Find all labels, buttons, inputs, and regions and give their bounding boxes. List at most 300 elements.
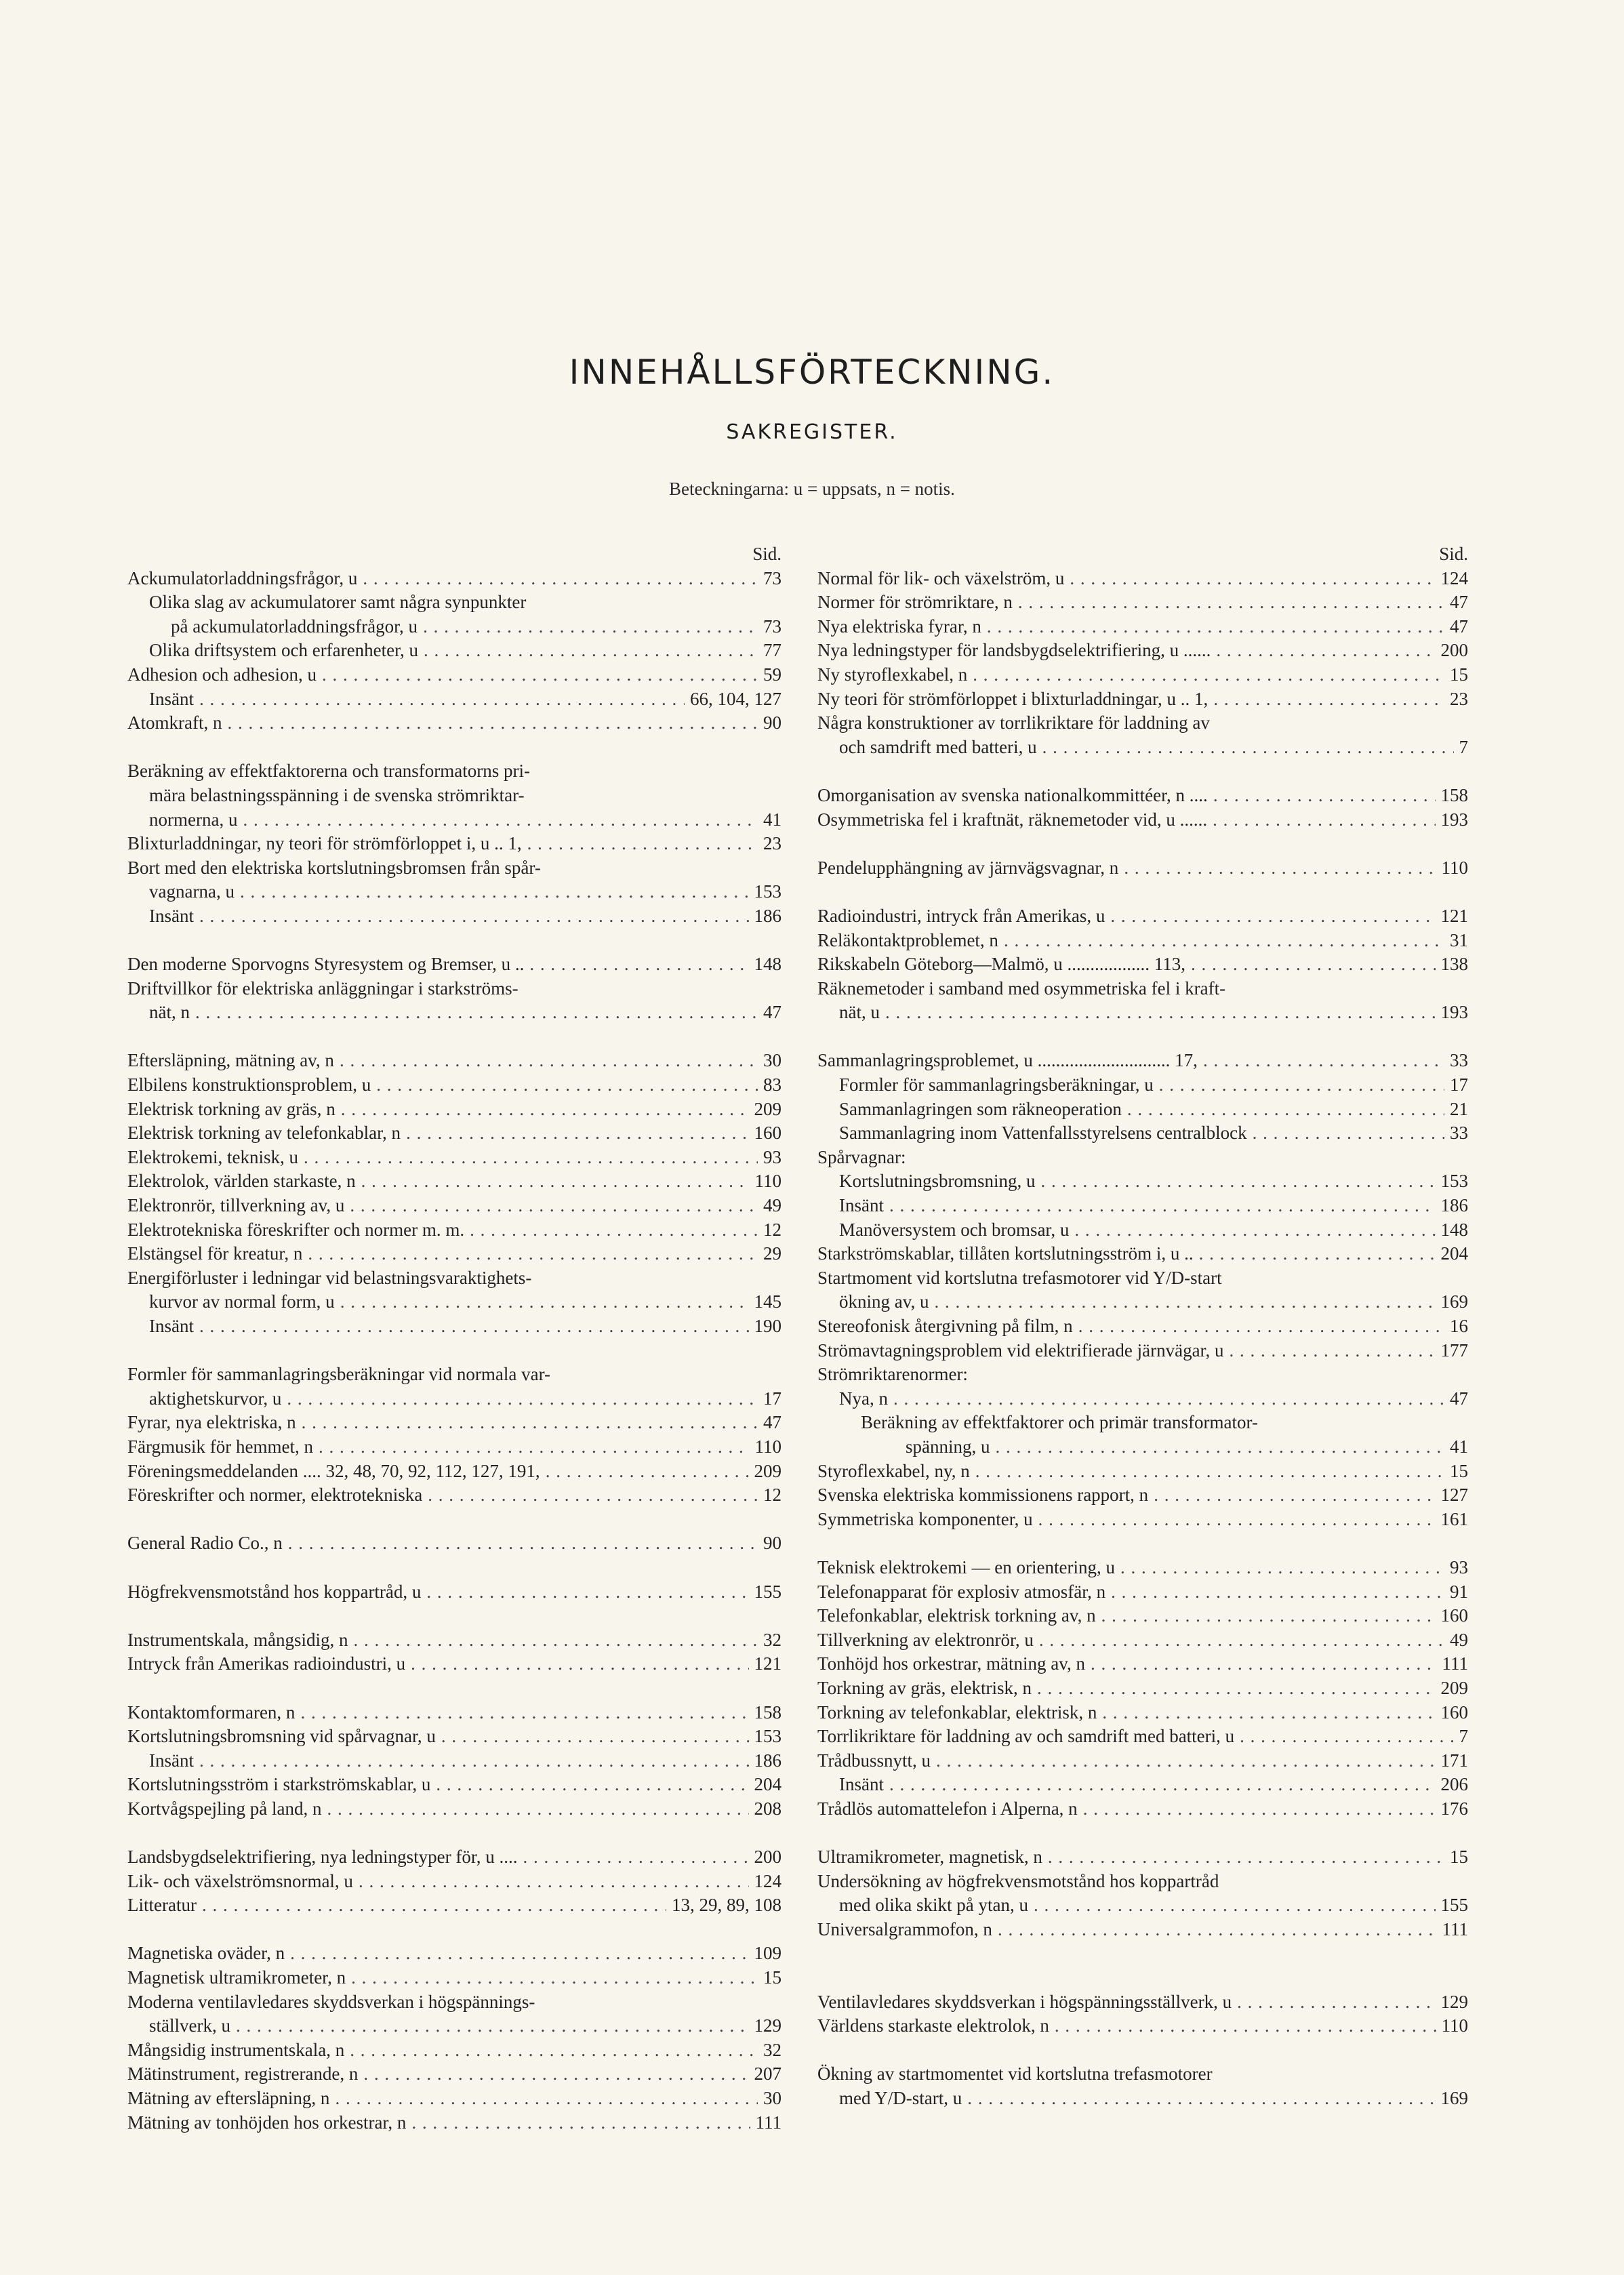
leader-dots bbox=[227, 711, 758, 736]
entry-text: Ny teori för strömförloppet i blixturladdningar, u .. 1, bbox=[817, 688, 1209, 709]
page-number: 155 bbox=[1440, 1895, 1468, 1916]
index-entry bbox=[127, 1194, 781, 1218]
page-number: 110 bbox=[754, 1436, 781, 1457]
leader-dots bbox=[195, 1001, 758, 1025]
index-entry bbox=[127, 1073, 781, 1098]
index-entry bbox=[817, 1001, 1468, 1025]
leader-dots bbox=[1240, 1725, 1453, 1749]
entry-text: Insänt bbox=[149, 1750, 194, 1771]
leader-dots bbox=[1203, 1049, 1444, 1073]
section-gap bbox=[817, 1025, 1468, 1049]
entry-text: Osymmetriska fel i kraftnät, räknemetoder vid, u ...... bbox=[817, 809, 1208, 830]
entry-text: Mätning av eftersläpning, n bbox=[127, 2088, 330, 2108]
entry-text: kurvor av normal form, u bbox=[149, 1291, 335, 1312]
entry-text: med olika skikt på ytan, u bbox=[839, 1895, 1028, 1916]
entry-text: Kortslutningsström i starkströmskablar, u bbox=[127, 1774, 431, 1795]
page-number: 161 bbox=[1440, 1508, 1468, 1529]
page-number: 41 bbox=[1450, 1436, 1468, 1457]
entry-text: Omorganisation av svenska nationalkommittéer, n .... bbox=[817, 784, 1208, 805]
leader-dots bbox=[1213, 784, 1436, 808]
index-entry bbox=[127, 2038, 781, 2063]
index-entry-line: Räknemetoder i samband med osymmetriska fel i kraft- bbox=[817, 978, 1226, 999]
entry-text: Nya ledningstyper för landsbygdselektrifiering, u ...... bbox=[817, 640, 1211, 661]
leader-dots bbox=[987, 615, 1444, 639]
leader-dots bbox=[376, 1073, 758, 1098]
entry-text: Ackumulatorladdningsfrågor, u bbox=[127, 567, 358, 588]
leader-dots bbox=[546, 1459, 749, 1484]
entry-text: Ventilavledares skyddsverkan i högspänningsställverk, u bbox=[817, 1991, 1232, 2012]
index-entry bbox=[127, 1797, 781, 1821]
index-entry bbox=[127, 1121, 781, 1146]
index-entry bbox=[817, 1121, 1468, 1146]
page-number: 23 bbox=[763, 833, 781, 854]
index-entry-line: Moderna ventilavledares skyddsverkan i högspännings- bbox=[127, 1991, 535, 2012]
section-gap bbox=[127, 1918, 781, 1942]
index-entry bbox=[817, 1218, 1468, 1243]
page-number: 110 bbox=[1441, 857, 1468, 878]
section-gap bbox=[127, 1821, 781, 1845]
page-number: 171 bbox=[1440, 1750, 1468, 1771]
entry-text: Högfrekvensmotstånd hos koppartråd, u bbox=[127, 1581, 422, 1602]
entry-text: Elektrisk torkning av gräs, n bbox=[127, 1098, 336, 1119]
leader-dots bbox=[1253, 1121, 1444, 1146]
leader-dots bbox=[1159, 1073, 1444, 1098]
page-number: 177 bbox=[1440, 1340, 1468, 1361]
page-number: 91 bbox=[1450, 1581, 1468, 1602]
index-entry bbox=[127, 1169, 781, 1194]
entry-text: Sammanlagringsproblemet, u ............................. 17, bbox=[817, 1050, 1198, 1071]
leader-dots bbox=[1055, 2014, 1436, 2038]
entry-text: Manöversystem och bromsar, u bbox=[839, 1219, 1070, 1240]
index-entry bbox=[817, 687, 1468, 712]
page-number: 15 bbox=[1450, 664, 1468, 685]
page-number: 176 bbox=[1440, 1798, 1468, 1819]
section-gap bbox=[817, 759, 1468, 784]
leader-dots bbox=[411, 2111, 750, 2135]
leader-dots bbox=[1037, 1676, 1435, 1701]
index-entry bbox=[127, 880, 781, 904]
page-number: 90 bbox=[763, 1533, 781, 1554]
index-entry bbox=[817, 904, 1468, 929]
index-entry bbox=[127, 1098, 781, 1122]
index-entry bbox=[817, 1483, 1468, 1508]
page-number: 186 bbox=[754, 1750, 781, 1771]
leader-dots bbox=[319, 1435, 750, 1459]
index-entry bbox=[817, 1194, 1468, 1218]
page-number: 190 bbox=[754, 1316, 781, 1336]
leader-dots bbox=[529, 952, 748, 977]
page-number: 148 bbox=[754, 954, 781, 975]
index-entry bbox=[817, 1387, 1468, 1411]
index-entry bbox=[127, 1966, 781, 1990]
page-number: 21 bbox=[1450, 1098, 1468, 1119]
page-number: 124 bbox=[754, 1870, 781, 1891]
page-number: 111 bbox=[1442, 1918, 1468, 1939]
leader-dots bbox=[1213, 687, 1444, 712]
page-number: 32 bbox=[763, 1629, 781, 1650]
entry-text: Insänt bbox=[149, 905, 194, 926]
page-number: 209 bbox=[754, 1460, 781, 1481]
entry-text: ökning av, u bbox=[839, 1291, 929, 1312]
entry-text: Elektronrör, tillverkning av, u bbox=[127, 1195, 345, 1216]
leader-dots bbox=[1091, 1652, 1437, 1676]
entry-text: Den moderne Sporvogns Styresystem og Bremser, u .. bbox=[127, 954, 525, 975]
index-entry bbox=[127, 2087, 781, 2111]
index-entry bbox=[817, 1073, 1468, 1098]
leader-dots bbox=[1213, 808, 1435, 832]
leader-dots bbox=[363, 567, 758, 591]
index-entry bbox=[817, 1773, 1468, 1797]
page-number: 111 bbox=[755, 2112, 781, 2133]
entry-text: Magnetiska oväder, n bbox=[127, 1943, 285, 1964]
entry-text: Fyrar, nya elektriska, n bbox=[127, 1412, 296, 1433]
entry-text: normerna, u bbox=[149, 809, 238, 830]
leader-dots bbox=[340, 1049, 758, 1073]
index-entry bbox=[817, 1098, 1468, 1122]
page-number: 47 bbox=[763, 1002, 781, 1023]
entry-text: Styroflexkabel, ny, n bbox=[817, 1460, 970, 1481]
entry-text: spänning, u bbox=[906, 1436, 990, 1457]
index-entry-line: Driftvillkor för elektriska anläggningar i starkströms- bbox=[127, 978, 519, 999]
leader-dots bbox=[436, 1773, 748, 1797]
page-number: 186 bbox=[754, 905, 781, 926]
index-entry bbox=[127, 1725, 781, 1749]
index-entry bbox=[127, 1411, 781, 1435]
page-number: 41 bbox=[763, 809, 781, 830]
page-number: 77 bbox=[763, 640, 781, 661]
entry-text: nät, u bbox=[839, 1002, 880, 1023]
page-number: 29 bbox=[763, 1243, 781, 1264]
index-entry bbox=[817, 1628, 1468, 1653]
leader-dots bbox=[424, 639, 758, 663]
index-entry-line: Strömriktarenormer: bbox=[817, 1364, 968, 1385]
entry-text: Elstängsel för kreatur, n bbox=[127, 1243, 303, 1264]
entry-text: Torrlikriktare för laddning av och samdrift med batteri, u bbox=[817, 1726, 1235, 1747]
entry-text: Torkning av gräs, elektrisk, n bbox=[817, 1677, 1032, 1698]
page-number: 160 bbox=[754, 1123, 781, 1144]
leader-dots bbox=[335, 2087, 758, 2111]
section-gap bbox=[817, 880, 1468, 904]
index-entry bbox=[127, 1941, 781, 1966]
index-entry bbox=[127, 1218, 781, 1243]
entry-text: Atomkraft, n bbox=[127, 712, 222, 733]
entry-text: och samdrift med batteri, u bbox=[839, 736, 1037, 757]
leader-dots bbox=[1074, 1218, 1435, 1243]
index-entry bbox=[127, 1531, 781, 1556]
page-number: 155 bbox=[754, 1581, 781, 1602]
page-number: 158 bbox=[754, 1702, 781, 1723]
entry-text: aktighetskurvor, u bbox=[149, 1388, 282, 1409]
index-entry bbox=[817, 1845, 1468, 1870]
index-entry bbox=[817, 1556, 1468, 1580]
entry-text: Elektrotekniska föreskrifter och normer m. m. bbox=[127, 1219, 465, 1240]
page-subtitle: SAKREGISTER. bbox=[726, 420, 898, 444]
page-number: 47 bbox=[1450, 1388, 1468, 1409]
leader-dots bbox=[1120, 1556, 1444, 1580]
leader-dots bbox=[423, 615, 758, 639]
leader-dots bbox=[1038, 1508, 1436, 1532]
index-entry-line: Beräkning av effektfaktorer och primär transformator- bbox=[861, 1412, 1258, 1433]
index-entry bbox=[127, 567, 781, 591]
section-gap bbox=[127, 1508, 781, 1532]
entry-text: på ackumulatorladdningsfrågor, u bbox=[171, 616, 418, 637]
page-number: 129 bbox=[754, 2015, 781, 2036]
page-number: 93 bbox=[1450, 1556, 1468, 1577]
page-number: 148 bbox=[1440, 1219, 1468, 1240]
page-number: 15 bbox=[763, 1967, 781, 1988]
entry-text: Kortslutningsbromsning vid spårvagnar, u bbox=[127, 1726, 436, 1747]
page-number: 204 bbox=[1440, 1243, 1468, 1264]
page-number: 111 bbox=[1442, 1653, 1468, 1674]
page-number: 32 bbox=[763, 2039, 781, 2060]
entry-text: Sammanlagring inom Vattenfallsstyrelsens centralblock bbox=[839, 1123, 1247, 1144]
entry-text: Instrumentskala, mångsidig, n bbox=[127, 1629, 348, 1650]
entry-text: Litteratur bbox=[127, 1895, 197, 1916]
leader-dots bbox=[202, 1893, 666, 1918]
leader-dots bbox=[1034, 1893, 1436, 1918]
index-entry bbox=[817, 1676, 1468, 1701]
page-number: 31 bbox=[1450, 929, 1468, 950]
index-entry-line: Startmoment vid kortslutna trefasmotorer vid Y/D-start bbox=[817, 1267, 1222, 1288]
entry-text: Intryck från Amerikas radioindustri, u bbox=[127, 1653, 406, 1674]
entry-text: Universalgrammofon, n bbox=[817, 1918, 992, 1939]
page-number: 33 bbox=[1450, 1123, 1468, 1144]
index-entry bbox=[127, 1459, 781, 1484]
entry-text: General Radio Co., n bbox=[127, 1533, 283, 1554]
page-number: 59 bbox=[763, 664, 781, 685]
page-number: 129 bbox=[1440, 1991, 1468, 2012]
index-entry bbox=[817, 1749, 1468, 1773]
index-entry bbox=[817, 590, 1468, 615]
page-title: INNEHÅLLSFÖRTECKNING. bbox=[569, 353, 1055, 392]
leader-dots bbox=[527, 832, 758, 856]
page-number: 47 bbox=[1450, 616, 1468, 637]
index-entry bbox=[127, 1870, 781, 1894]
entry-text: Olika driftsystem och erfarenheter, u bbox=[149, 640, 419, 661]
index-entry bbox=[817, 1169, 1468, 1194]
entry-text: Landsbygdselektrifiering, nya ledningstyper för, u .... bbox=[127, 1847, 518, 1868]
entry-text: Elektrolok, världen starkaste, n bbox=[127, 1171, 356, 1192]
index-entry bbox=[817, 929, 1468, 953]
page-number: 145 bbox=[754, 1291, 781, 1312]
page-number: 30 bbox=[763, 2088, 781, 2108]
section-gap bbox=[127, 1025, 781, 1049]
section-gap bbox=[817, 1531, 1468, 1556]
page-number: 186 bbox=[1440, 1195, 1468, 1216]
leader-dots bbox=[523, 1845, 749, 1870]
leader-dots bbox=[199, 1314, 749, 1339]
index-entry bbox=[817, 1459, 1468, 1484]
leader-dots bbox=[350, 1194, 758, 1218]
entry-text: Elbilens konstruktionsproblem, u bbox=[127, 1074, 371, 1095]
page-number: 17 bbox=[1450, 1074, 1468, 1095]
entry-text: Trådlös automattelefon i Alperna, n bbox=[817, 1798, 1078, 1819]
abbreviation-legend: Beteckningarna: u = uppsats, n = notis. bbox=[669, 479, 955, 499]
sid-heading: Sid. bbox=[1439, 544, 1468, 564]
leader-dots bbox=[351, 1966, 758, 1990]
leader-dots bbox=[1102, 1701, 1435, 1725]
page-number: 109 bbox=[754, 1943, 781, 1964]
entry-text: Blixturladdningar, ny teori för strömförloppet i, u .. 1, bbox=[127, 833, 522, 854]
page-number: 15 bbox=[1450, 1460, 1468, 1481]
leader-dots bbox=[1216, 639, 1435, 663]
page-number: 83 bbox=[763, 1074, 781, 1095]
index-entry bbox=[817, 1990, 1468, 2015]
page-number: 7 bbox=[1459, 1726, 1468, 1747]
index-entry-line: Olika slag av ackumulatorer samt några synpunkter bbox=[149, 592, 527, 613]
section-gap bbox=[127, 929, 781, 953]
leader-dots bbox=[341, 1098, 749, 1122]
index-entry bbox=[127, 1049, 781, 1073]
page-number: 200 bbox=[1440, 640, 1468, 661]
leader-dots bbox=[1199, 1242, 1436, 1266]
page-number: 90 bbox=[763, 712, 781, 733]
index-entry bbox=[127, 952, 781, 977]
entry-text: Trådbussnytt, u bbox=[817, 1750, 931, 1771]
entry-text: Normal för lik- och växelström, u bbox=[817, 567, 1065, 588]
leader-dots bbox=[199, 1749, 749, 1773]
leader-dots bbox=[967, 2087, 1435, 2111]
leader-dots bbox=[1111, 1580, 1444, 1605]
index-entry bbox=[817, 1242, 1468, 1266]
index-entry bbox=[817, 952, 1468, 977]
page-number: 47 bbox=[763, 1412, 781, 1433]
entry-text: Ny styroflexkabel, n bbox=[817, 664, 968, 685]
index-entry-line: Beräkning av effektfaktorerna och transformatorns pri- bbox=[127, 761, 531, 782]
entry-text: Kortslutningsbromsning, u bbox=[839, 1171, 1036, 1192]
index-entry bbox=[127, 711, 781, 736]
index-entry bbox=[817, 808, 1468, 832]
page-number: 121 bbox=[1440, 905, 1468, 926]
index-entry bbox=[817, 1797, 1468, 1821]
index-entry bbox=[817, 2014, 1468, 2038]
page-number: 193 bbox=[1440, 809, 1468, 830]
page-number: 17 bbox=[763, 1388, 781, 1409]
page-number: 153 bbox=[754, 881, 781, 902]
leader-dots bbox=[302, 1411, 758, 1435]
index-entry bbox=[127, 2111, 781, 2135]
leader-dots bbox=[441, 1725, 749, 1749]
section-gap bbox=[127, 1339, 781, 1363]
entry-text: Världens starkaste elektrolok, n bbox=[817, 2015, 1049, 2036]
index-entry bbox=[127, 1483, 781, 1508]
index-entry bbox=[127, 1893, 781, 1918]
index-entry bbox=[817, 1435, 1468, 1459]
page-number: 49 bbox=[763, 1195, 781, 1216]
leader-dots bbox=[327, 1797, 748, 1821]
index-entry bbox=[127, 1146, 781, 1170]
sid-heading: Sid. bbox=[752, 544, 781, 564]
leader-dots bbox=[288, 1531, 758, 1556]
leader-dots bbox=[243, 808, 758, 832]
page-number: 160 bbox=[1440, 1605, 1468, 1626]
index-entry bbox=[817, 1049, 1468, 1073]
page-number: 200 bbox=[754, 1847, 781, 1868]
page-number: 127 bbox=[1440, 1485, 1468, 1506]
index-entry-line: Bort med den elektriska kortslutningsbromsen från spår- bbox=[127, 857, 541, 878]
entry-text: Normer för strömriktare, n bbox=[817, 592, 1013, 613]
section-gap bbox=[817, 1966, 1468, 1990]
page-number: 204 bbox=[754, 1774, 781, 1795]
leader-dots bbox=[936, 1749, 1435, 1773]
leader-dots bbox=[893, 1387, 1444, 1411]
leader-dots bbox=[1004, 929, 1444, 953]
index-entry-line: Energiförluster i ledningar vid belastningsvaraktighets- bbox=[127, 1267, 532, 1288]
entry-text: Insänt bbox=[839, 1774, 884, 1795]
page-number: 153 bbox=[1440, 1171, 1468, 1192]
section-gap bbox=[127, 1676, 781, 1701]
index-entry bbox=[817, 1314, 1468, 1339]
index-entry bbox=[127, 1314, 781, 1339]
index-entry bbox=[127, 1242, 781, 1266]
index-entry bbox=[817, 856, 1468, 881]
entry-text: Telefonkablar, elektrisk torkning av, n bbox=[817, 1605, 1096, 1626]
entry-text: Föreskrifter och normer, elektrotekniska bbox=[127, 1485, 423, 1506]
page-number: 93 bbox=[763, 1146, 781, 1167]
index-entry bbox=[127, 2062, 781, 2087]
section-gap bbox=[817, 1941, 1468, 1966]
page-number: 138 bbox=[1440, 954, 1468, 975]
entry-text: vagnarna, u bbox=[149, 881, 235, 902]
entry-text: Mångsidig instrumentskala, n bbox=[127, 2039, 345, 2060]
page-number: 73 bbox=[763, 616, 781, 637]
leader-dots bbox=[1041, 1169, 1436, 1194]
section-gap bbox=[817, 832, 1468, 856]
index-entry-line: Formler för sammanlagringsberäkningar vid normala var- bbox=[127, 1364, 551, 1385]
index-entry-line: Undersökning av högfrekvensmotstånd hos koppartråd bbox=[817, 1870, 1219, 1891]
leader-dots bbox=[1237, 1990, 1435, 2015]
page-number: 160 bbox=[1440, 1702, 1468, 1723]
leader-dots bbox=[1070, 567, 1435, 591]
index-entry bbox=[127, 615, 781, 639]
leader-dots bbox=[1101, 1604, 1436, 1628]
leader-dots bbox=[363, 2062, 748, 2087]
entry-text: Föreningsmeddelanden .... 32, 48, 70, 92, 112, 127, 191, bbox=[127, 1460, 540, 1481]
leader-dots bbox=[1229, 1339, 1435, 1363]
index-entry bbox=[127, 1580, 781, 1605]
index-entry-line: mära belastningsspänning i de svenska strömriktar- bbox=[149, 784, 525, 805]
leader-dots bbox=[934, 1290, 1435, 1314]
index-entry bbox=[127, 832, 781, 856]
index-entry bbox=[817, 1339, 1468, 1363]
page-number: 169 bbox=[1440, 1291, 1468, 1312]
page-number: 12 bbox=[763, 1219, 781, 1240]
index-entry bbox=[817, 1701, 1468, 1725]
page-number: 66, 104, 127 bbox=[690, 688, 781, 709]
leader-dots bbox=[428, 1483, 758, 1508]
leader-dots bbox=[308, 1242, 758, 1266]
index-entry bbox=[127, 1749, 781, 1773]
page-number: 193 bbox=[1440, 1002, 1468, 1023]
index-entry bbox=[817, 1580, 1468, 1605]
page-number: 73 bbox=[763, 567, 781, 588]
leader-dots bbox=[287, 1387, 758, 1411]
entry-text: Lik- och växelströmsnormal, u bbox=[127, 1870, 353, 1891]
index-entry bbox=[817, 784, 1468, 808]
entry-text: Elektrisk torkning av telefonkablar, n bbox=[127, 1123, 401, 1144]
page-number: 33 bbox=[1450, 1050, 1468, 1071]
index-entry bbox=[127, 1701, 781, 1725]
leader-dots bbox=[1110, 904, 1435, 929]
index-entry-line: Ökning av startmomentet vid kortslutna trefasmotorer bbox=[817, 2063, 1213, 2085]
page-number: 110 bbox=[1441, 2015, 1468, 2036]
leader-dots bbox=[996, 1435, 1445, 1459]
index-entry bbox=[817, 736, 1468, 760]
index-entry bbox=[127, 1290, 781, 1314]
leader-dots bbox=[411, 1652, 748, 1676]
page-number: 206 bbox=[1440, 1774, 1468, 1795]
entry-text: Insänt bbox=[149, 1316, 194, 1336]
